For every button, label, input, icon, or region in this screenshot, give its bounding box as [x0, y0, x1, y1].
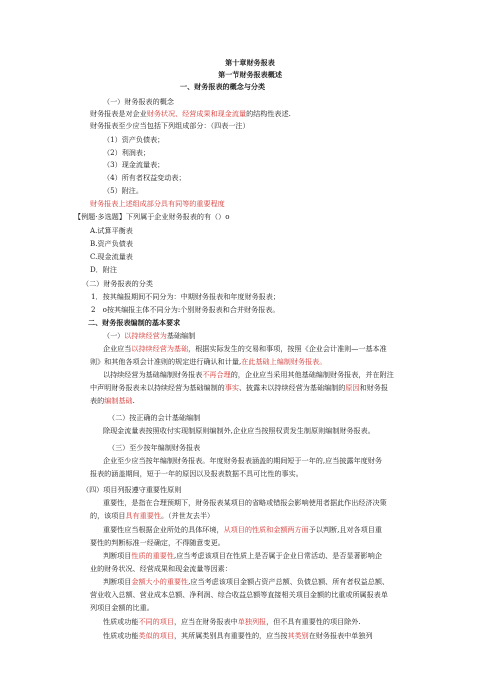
materiality-paragraph: 重要性应当根据企业所处的具体环境，从项目的性质和金额两方面予以判断,且对各项目重	[103, 525, 382, 534]
materiality-paragraph: 列项目金额的比重。	[90, 603, 154, 612]
going-concern-heading: （一）以持续经营为基础编制	[103, 331, 196, 340]
part1-heading: 一、财务报表的概念与分类	[180, 82, 266, 91]
chapter-title: 第十章财务报表	[225, 58, 275, 67]
accounting-basis-heading: （二）按正确的会计基础编制	[108, 413, 201, 422]
materiality-paragraph: 重要性，是指在合理预期下，财务报表某项目的省略或错报会影响使用者据此作出经济决策	[103, 498, 387, 507]
example-option: D．附注	[90, 265, 117, 274]
going-concern-paragraph: 表的编制基础.	[90, 396, 135, 405]
materiality-paragraph: 业的财务状况、经营成果和现金流量等因素：	[90, 564, 232, 573]
going-concern-paragraph: 中声明财务报表未以持续经营为基础编制的事实、披露未以持续经营为基础编制的原因和财务报	[90, 383, 388, 392]
materiality-paragraph: 判断项目金额大小的重要性,应当考虑该项目金额占资产总额、负债总额、所有者权益总额、	[103, 577, 390, 586]
classification-line: 2 o按其编报主体不同分为:个别财务报表和合并财务报表。	[91, 305, 280, 314]
going-concern-paragraph: 企业应当以持续经营为基础，根据实际发生的交易和事项，按照《企业会计准则—一基本准	[103, 344, 387, 353]
going-concern-paragraph: 则》和其他各项会计准则的规定进行确认和计量,在此基础上编制财务报表。	[90, 357, 327, 366]
concept-heading: （一）财务报表的概念	[103, 97, 174, 106]
component-item: （5）附注。	[103, 186, 143, 195]
annual-heading: （三）至少按年编制财务报表	[108, 443, 201, 452]
example-option: B.资产负债表	[90, 239, 133, 248]
importance-note: 财务报表上述组成部分具有同等的重要程度	[90, 199, 225, 208]
materiality-paragraph: 性质或功能不同的项目，应当在财务报表中单独列报，但不具有重要性的项目除外.	[103, 617, 361, 626]
concept-definition: 财务报表是对企业财务状况、经营成果和现金流量的结构性表述.	[90, 109, 291, 118]
component-item: （4）所有者权益变动表；	[103, 173, 186, 182]
materiality-paragraph: 判断项目性质的重要性,应当考虑该项目在性质上是否属于企业日常活动、是否显著影响企	[103, 551, 382, 560]
component-item: （1）资产负债表；	[103, 135, 165, 144]
materiality-heading: （四）项目列报遵守重要性原则	[82, 485, 182, 494]
part2-heading: 二、财务报表编制的基本要求	[88, 318, 181, 327]
example-question: 【例题·多选题】下列属于企业财务报表的有（）o	[74, 212, 230, 221]
example-option: C.现金流量表	[90, 252, 133, 261]
section-title: 第一节财务报表概述	[218, 70, 282, 79]
classification-heading: （二）财务报表的分类	[82, 279, 153, 288]
components-intro: 财务报表至少应当包括下列组成部分：（四表一注）	[90, 121, 250, 130]
materiality-paragraph: 要性的判断标准一经确定，不得随意变更。	[90, 538, 225, 547]
annual-paragraph: 企业至少应当按年编制财务报表。年度财务报表涵盖的期间短于一年的,应当披露年度财务	[103, 456, 382, 465]
component-item: （2）利润表；	[103, 148, 151, 157]
example-option: A.试算平衡表	[90, 226, 133, 235]
materiality-paragraph: 性质或功能类似的项目，其所属类别具有重要性的，应当按其类别在财务报表中单独列	[103, 631, 373, 640]
going-concern-paragraph: 以持续经营为基础编制财务报表不再合理的，企业应当采用其他基础编制财务报表，并在附注	[103, 370, 394, 379]
materiality-paragraph: 的，该项目具有重要性。（并世友去半）	[90, 511, 215, 520]
component-item: （3）现金流量表；	[103, 160, 165, 169]
materiality-paragraph: 营业收入总额、营业成本总额、净利润、综合收益总额等直接相关项目金额的比重或所属报表单	[90, 590, 388, 599]
accounting-basis-paragraph: 除现金流量表按照收付实现制原则编制外,企业应当按照权责发生制原则编制财务报表。	[103, 426, 375, 435]
classification-line: 1．按其编报期间不同分为：中期财务报表和年度财务报表；	[91, 292, 280, 301]
annual-paragraph: 报表的涵盖期间，短于一年的原因以及报表数据不具可比性的事实。	[90, 469, 303, 478]
